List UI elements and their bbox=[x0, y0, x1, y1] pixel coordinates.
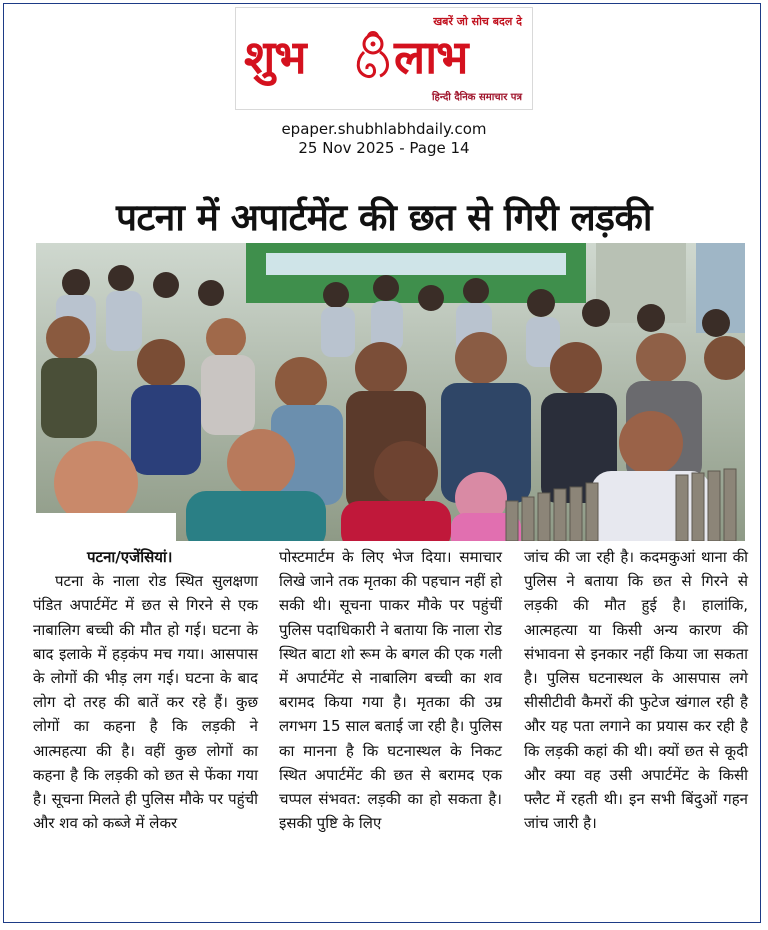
article-column-2 bbox=[279, 545, 502, 835]
article-column-3-text: जांच की जा रही है। कदमकुआं थाना की पुलिस ने बताया कि छत से गिरने से लड़की की मौत हुई है। हालांकि, आत्महत्या या किसी अन्य कारण की संभावना से इनकार नहीं किया जा सकता है। पुलिस घटनास्थल के आसपास लगे सीसीटीवी कैमरों की फुटेज खंगाल रही है और यह पता लगाने का प्रयास कर रही है कि लड़की कहां की थी। क्यों छत से कूदी और क्या वह उसी अपार्टमेंट के किसी फ्लैट में रहती थी। इन सभी बिंदुओं गहन जांच जारी है। bbox=[524, 548, 748, 833]
article-column-1 bbox=[33, 545, 258, 835]
article-column-1-text: पटना के नाला रोड स्थित सुलक्षणा पंडित अपार्टमेंट में छत से गिरने से एक नाबालिग बच्ची की मौत हो गई। घटना के बाद इलाके में हड़कंप मच गया। आसपास के लोगों की भीड़ लग गई। घटना के बाद लोग दो तरह की बातें कर रहे हैं। कुछ लोगों का कहना है कि लड़की ने आत्महत्या की है। वहीं कुछ लोगों का कहना है कि लड़की को छत से फेंका गया है। सूचना मिलते ही पुलिस मौके पर पहुंची और शव को कब्जे में लेकर bbox=[33, 572, 258, 833]
ganesha-icon bbox=[350, 30, 396, 82]
masthead-tagline: खबरें जो सोच बदल दे bbox=[433, 15, 522, 28]
logo bbox=[244, 26, 524, 88]
article-headline: पटना में अपार्टमेंट की छत से गिरी लड़की bbox=[116, 196, 652, 239]
edition-date-page: 25 Nov 2025 - Page 14 bbox=[298, 139, 470, 157]
masthead[interactable] bbox=[235, 7, 533, 110]
news-photo bbox=[36, 243, 745, 541]
masthead-subtitle: हिन्दी दैनिक समाचार पत्र bbox=[431, 92, 522, 103]
crowd-photo-illustration bbox=[36, 243, 745, 541]
article-dateline: पटना/एजेंसियां। bbox=[87, 548, 173, 566]
article-column-2-text: पोस्टमार्टम के लिए भेज दिया। समाचार लिखे जाने तक मृतका की पहचान नहीं हो सकी थी। सूचना पाकर मौके पर पहुंचीं पुलिस पदाधिकारी ने बताया कि नाला रोड स्थित बाटा शो रूम के बगल की एक गली में अपार्टमेंट से नाबालिग बच्ची का शव बरामद किया गया है। मृतका की उम्र लगभग 15 साल बताई जा रही है। पुलिस का मानना है कि घटनास्थल के निकट स्थित अपार्टमेंट की छत से बरामद एक चप्पल संभवत: लड़की का हो सकता है। इसकी पुष्टि के लिए bbox=[279, 548, 502, 833]
article-column-3 bbox=[524, 545, 748, 835]
epaper-url[interactable]: epaper.shubhlabhdaily.com bbox=[281, 120, 487, 138]
logo-word-right: लाभ bbox=[394, 30, 468, 84]
logo-word-left: शुभ bbox=[244, 30, 306, 84]
